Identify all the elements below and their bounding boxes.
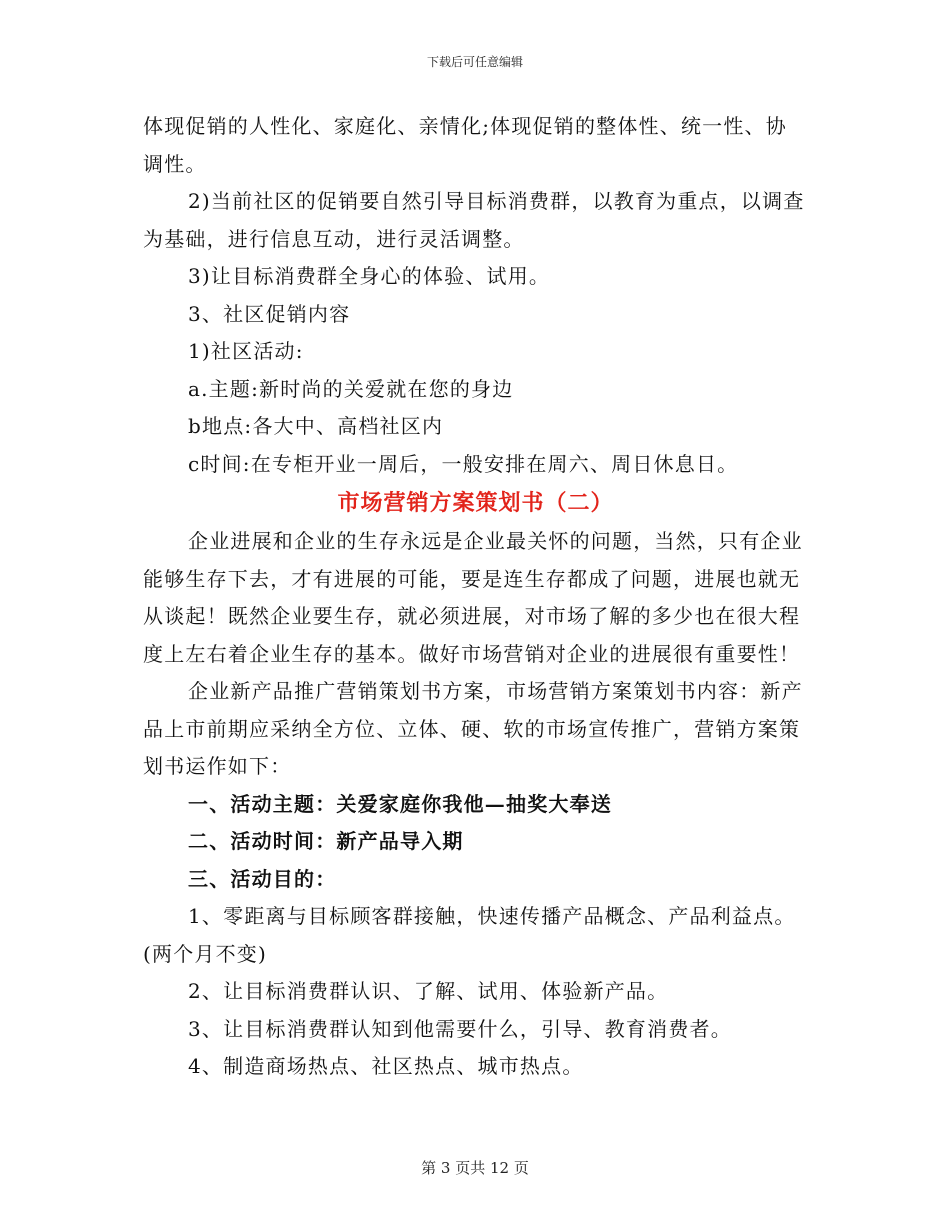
top-paragraphs — [143, 108, 808, 483]
paragraph: a.主题:新时尚的关爱就在您的身边 — [188, 376, 514, 401]
paragraph: 一、活动主题：关爱家庭你我他—抽奖大奉送 — [188, 791, 612, 816]
paragraph: 1、零距离与目标顾客群接触，快速传播产品概念、产品利益点。(两个月不变) — [143, 904, 796, 966]
document-body — [143, 108, 808, 1086]
paragraph: b地点:各大中、高档社区内 — [188, 414, 444, 438]
bottom-paragraphs — [143, 523, 808, 1086]
paragraph: 4、制造商场热点、社区热点、城市热点。 — [188, 1054, 584, 1078]
paragraph: 3)让目标消费群全身心的体验、试用。 — [188, 264, 551, 288]
paragraph: 3、让目标消费群认知到他需要什么，引导、教育消费者。 — [188, 1016, 732, 1041]
paragraph: 1)社区活动: — [188, 339, 304, 363]
paragraph: 2、让目标消费群认识、了解、试用、体验新产品。 — [188, 979, 669, 1003]
paragraph: 三、活动目的： — [188, 866, 337, 891]
paragraph: 企业新产品推广营销策划书方案，市场营销方案策划书内容：新产品上市前期应采纳全方位、立体、硬、软的市场宣传推广，营销方案策划书运作如下： — [143, 679, 803, 778]
paragraph: c时间:在专柜开业一周后，一般安排在周六、周日休息日。 — [188, 451, 739, 476]
section-title: 市场营销方案策划书（二） — [337, 490, 614, 516]
paragraph: 3、社区促销内容 — [188, 301, 351, 326]
paragraph: 体现促销的人性化、家庭化、亲情化;体现促销的整体性、统一性、协调性。 — [143, 114, 787, 176]
page-footer: 第 3 页共 12 页 — [421, 1159, 529, 1177]
page-header: 下载后可任意编辑 — [426, 55, 523, 69]
paragraph: 企业进展和企业的生存永远是企业最关怀的问题，当然，只有企业能够生存下去，才有进展的可能，要是连生存都成了问题，进展也就无从谈起！既然企业要生存，就必须进展，对市场了解的多少也在很大程度上左右着企业生存的基本。做好市场营销对企业的进展很有重要性！ — [143, 529, 803, 666]
paragraph: 二、活动时间：新产品导入期 — [188, 829, 464, 853]
paragraph: 2)当前社区的促销要自然引导目标消费群，以教育为重点，以调查为基础，进行信息互动，进行灵活调整。 — [143, 189, 805, 251]
